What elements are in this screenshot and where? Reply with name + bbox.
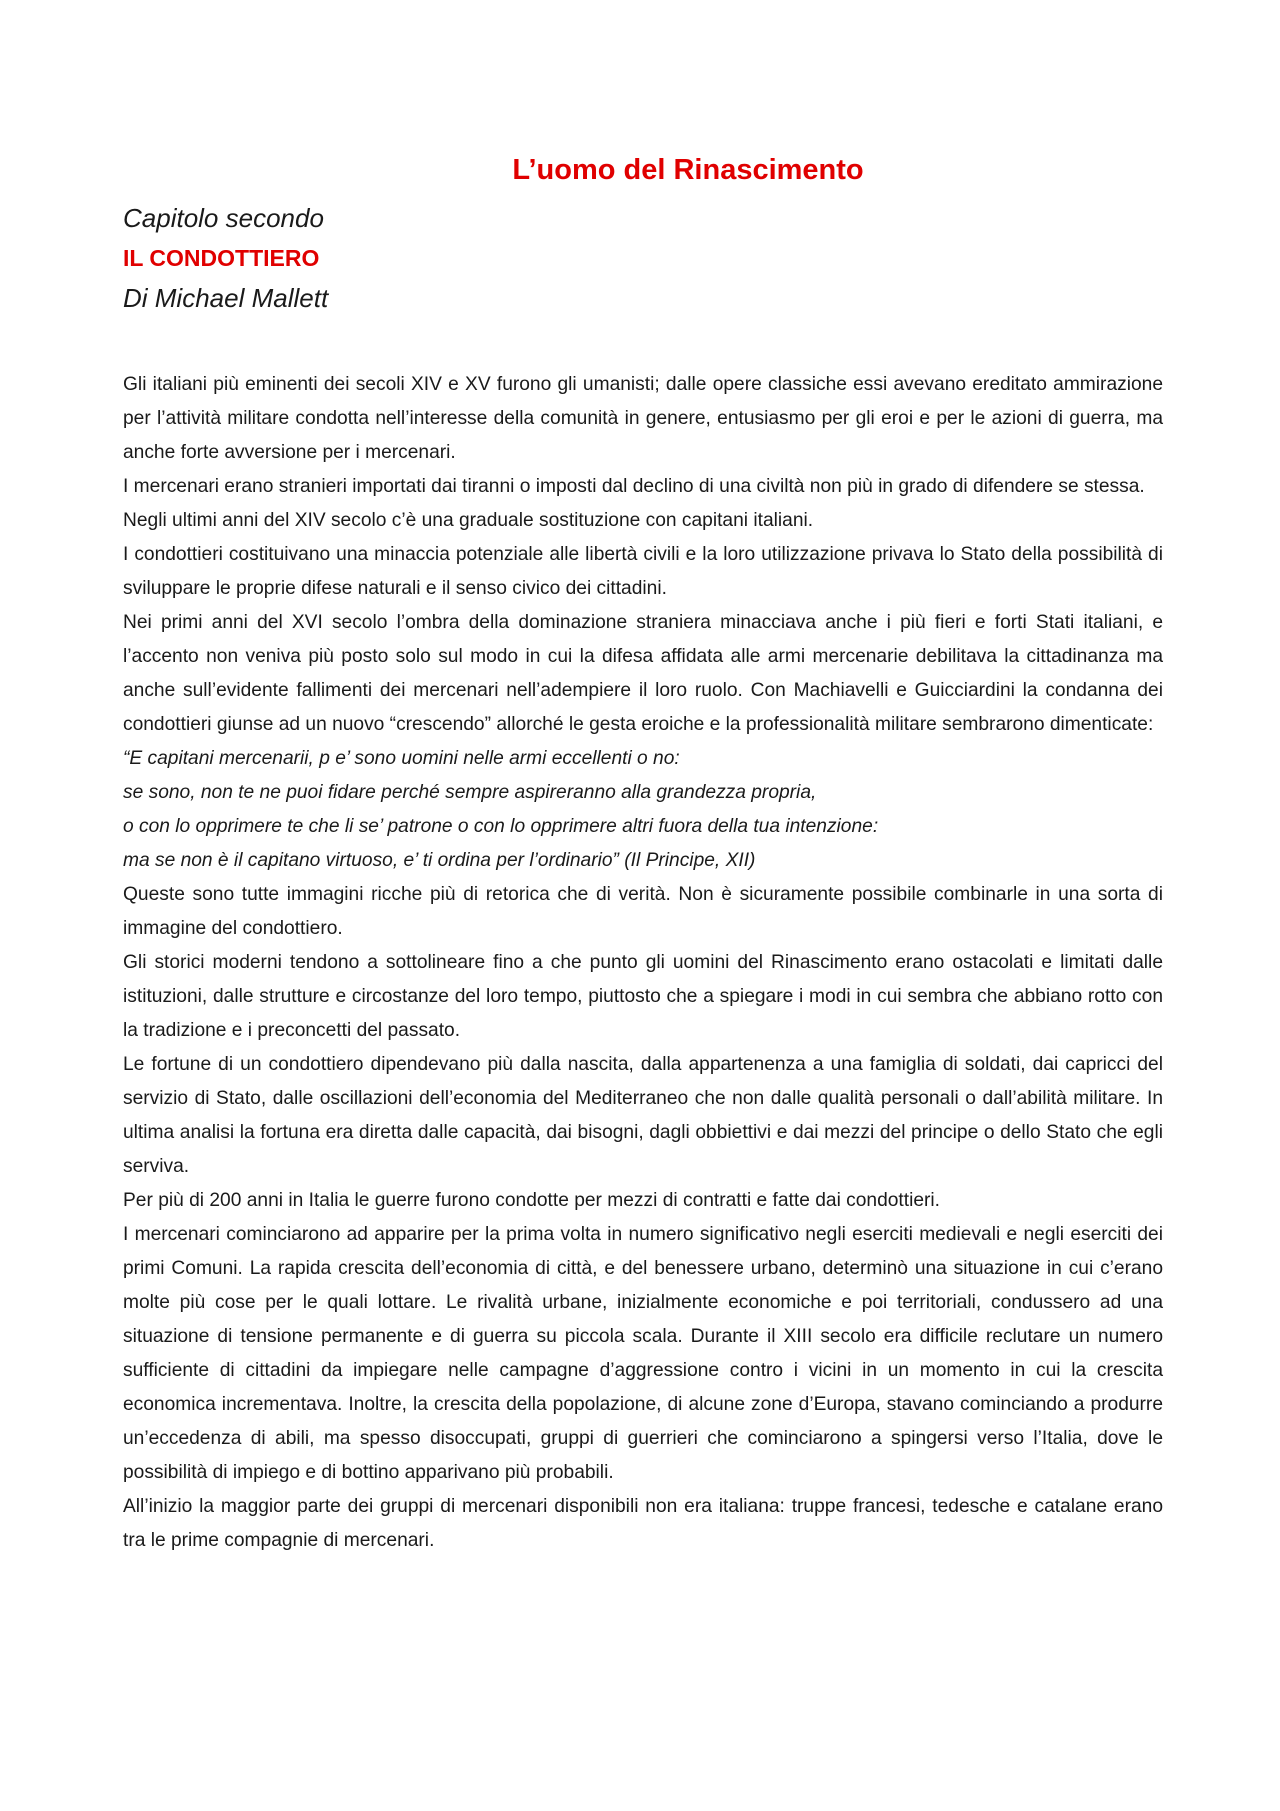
quote-line: “E capitani mercenarii, p e’ sono uomini nelle armi eccellenti o no: <box>123 748 680 769</box>
quote-line: ma se non è il capitano virtuoso, e’ ti ordina per l’ordinario” (Il Principe, XII) <box>123 850 756 871</box>
machiavelli-quote <box>123 742 1163 878</box>
paragraph: Queste sono tutte immagini ricche più di retorica che di verità. Non è sicuramente possibile combinarle in una sorta di immagine del condottiero. <box>123 884 1163 939</box>
paragraph: Nei primi anni del XVI secolo l’ombra della dominazione straniera minacciava anche i più fieri e forti Stati italiani, e l’accento non veniva più posto solo sul modo in cui la difesa affidata alle armi mercenarie debilitava la cittadinanza ma anche sull’evidente fallimenti dei mercenari nell’adempiere il loro ruolo. Con Machiavelli e Guicciardini la condanna dei condottieri giunse ad un nuovo “crescendo” allorché le gesta eroiche e la professionalità militare sembrarono dimenticate: <box>123 612 1163 735</box>
quote-line: se sono, non te ne puoi fidare perché sempre aspireranno alla grandezza propria, <box>123 782 817 803</box>
body-text <box>123 368 1163 1558</box>
paragraph: Gli storici moderni tendono a sottolineare fino a che punto gli uomini del Rinascimento erano ostacolati e limitati dalle istituzioni, dalle strutture e circostanze del loro tempo, piuttosto che a spiegare i modi in cui sembra che abbiano rotto con la tradizione e i preconcetti del passato. <box>123 952 1163 1041</box>
paragraph: I mercenari cominciarono ad apparire per la prima volta in numero significativo negli eserciti medievali e negli eserciti dei primi Comuni. La rapida crescita dell’economia di città, e del benessere urbano, determinò una situazione in cui c’erano molte più cose per le quali lottare. Le rivalità urbane, inizialmente economiche e poi territoriali, condussero ad una situazione di tensione permanente e di guerra su piccola scala. Durante il XIII secolo era difficile reclutare un numero sufficiente di cittadini da impiegare nelle campagne d’aggressione contro i vicini in un momento in cui la crescita economica incrementava. Inoltre, la crescita della popolazione, di alcune zone d’Europa, stavano cominciando a produrre un’eccedenza di abili, ma spesso disoccupati, gruppi di guerrieri che cominciarono a spingersi verso l’Italia, dove le possibilità di impiego e di bottino apparivano più probabili. <box>123 1224 1163 1483</box>
document-page <box>123 150 1163 1558</box>
paragraph: Gli italiani più eminenti dei secoli XIV e XV furono gli umanisti; dalle opere classiche essi avevano ereditato ammirazione per l’attività militare condotta nell’interesse della comunità in genere, entusiasmo per gli eroi e per le azioni di guerra, ma anche forte avversione per i mercenari. <box>123 374 1163 463</box>
quote-line: o con lo opprimere te che li se’ patrone o con lo opprimere altri fuora della tua intenzione: <box>123 816 879 837</box>
paragraph: Per più di 200 anni in Italia le guerre furono condotte per mezzi di contratti e fatte dai condottieri. <box>123 1190 941 1211</box>
chapter-label: Capitolo secondo <box>123 203 324 233</box>
author-line: Di Michael Mallett <box>123 283 329 313</box>
paragraph: I condottieri costituivano una minaccia potenziale alle libertà civili e la loro utilizzazione privava lo Stato della possibilità di sviluppare le proprie difese naturali e il senso civico dei cittadini. <box>123 544 1163 599</box>
paragraph: All’inizio la maggior parte dei gruppi di mercenari disponibili non era italiana: truppe francesi, tedesche e catalane erano tra le prime compagnie di mercenari. <box>123 1496 1163 1551</box>
section-title: IL CONDOTTIERO <box>123 245 320 271</box>
paragraph: Negli ultimi anni del XIV secolo c’è una graduale sostituzione con capitani italiani. <box>123 510 814 531</box>
document-title: L’uomo del Rinascimento <box>512 154 864 186</box>
paragraph: I mercenari erano stranieri importati dai tiranni o imposti dal declino di una civiltà non più in grado di difendere se stessa. <box>123 476 1145 497</box>
paragraph: Le fortune di un condottiero dipendevano più dalla nascita, dalla appartenenza a una famiglia di soldati, dai capricci del servizio di Stato, dalle oscillazioni dell’economia del Mediterraneo che non dalle qualità personali o dall’abilità militare. In ultima analisi la fortuna era diretta dalle capacità, dai bisogni, dagli obbiettivi e dai mezzi del principe o dello Stato che egli serviva. <box>123 1054 1163 1177</box>
